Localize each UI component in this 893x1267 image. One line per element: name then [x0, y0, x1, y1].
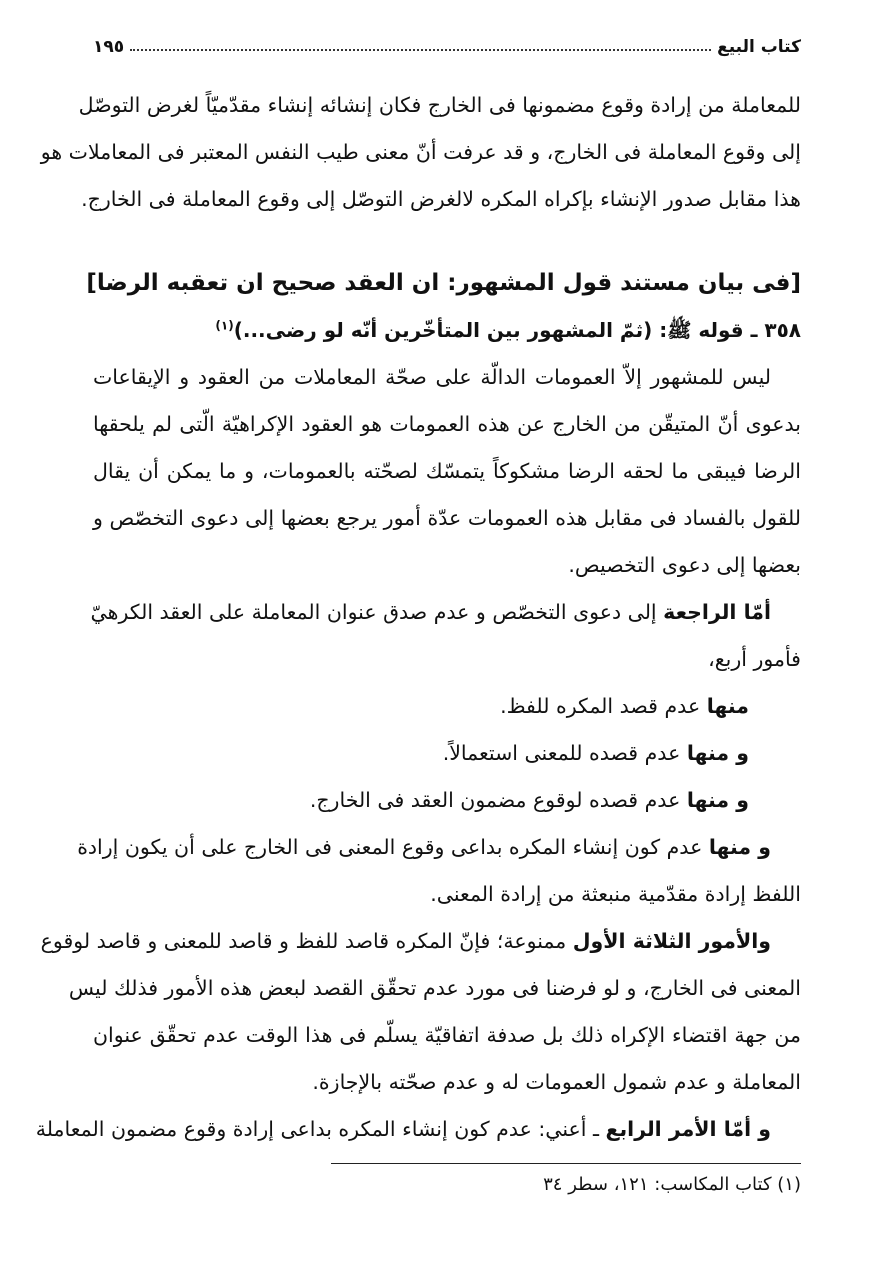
paragraph-line: الرضا فيبقى ما لحقه الرضا مشكوكاً يتمسّك لصحّته بالعمومات، و ما يمكن أن يقال [93, 459, 801, 483]
comment-heading [93, 307, 801, 354]
list-item [93, 683, 801, 730]
footnote-divider [331, 1163, 801, 1164]
lead-phrase: أمّا الراجعة [663, 600, 771, 624]
paragraph-line [35, 1106, 801, 1153]
section-heading: [فى بيان مستند قول المشهور: ان العقد صحيح ان تعقبه الرضا] [86, 270, 801, 296]
line-text: ـ أعني: عدم كون إنشاء المكره بداعى إرادة وقوع مضمون المعاملة [35, 1117, 606, 1141]
lead-phrase: و منها [686, 788, 749, 812]
comment-number: ٣٥٨ ـ قوله ﷺ: [659, 318, 801, 342]
lead-phrase: و منها [708, 835, 771, 859]
line-text: إلى دعوى التخصّص و عدم صدق عنوان المعاملة على العقد الكرهيّ [90, 600, 664, 624]
paragraph-line: بعضها إلى دعوى التخصيص. [568, 553, 801, 577]
lead-phrase: و أمّا الأمر الرابع [605, 1117, 771, 1141]
paragraph-line: بدعوى أنّ المتيقّن من الخارج عن هذه العمومات هو العقود الإكراهيّة الّتى لم يلحقها [93, 412, 801, 436]
paragraph-line: فأمور أربع، [708, 647, 801, 671]
book-title: كتاب البيع [717, 37, 801, 57]
intro-line: هذا مقابل صدور الإنشاء بإكراه المكره لالغرض التوصّل إلى وقوع المعاملة فى الخارج. [81, 187, 801, 211]
list-item [93, 730, 801, 777]
paragraph-line: المعاملة و عدم شمول العمومات له و عدم صحّته بالإجازة. [312, 1070, 801, 1094]
paragraph-line [90, 589, 801, 636]
paragraph-line: المعنى فى الخارج، و لو فرضنا فى مورد عدم تحقّق القصد لبعض هذه الأمور فذلك ليس [68, 976, 801, 1000]
comment-quote: (ثمّ المشهور بين المتأخّرين أنّه لو رضى...) [233, 318, 653, 342]
line-text: عدم قصده للمعنى استعمالاً. [442, 741, 687, 765]
lead-phrase: والأمور الثلاثة الأول [572, 929, 771, 953]
footnote: (١) كتاب المكاسب: ١٢١، سطر ٣٤ [543, 1174, 801, 1195]
line-text: ممنوعة؛ فإنّ المكره قاصد للفظ و قاصد للمعنى و قاصد لوقوع [40, 929, 573, 953]
lead-phrase: و منها [686, 741, 749, 765]
lead-phrase: منها [706, 694, 749, 718]
line-text: عدم قصد المكره للفظ. [500, 694, 707, 718]
main-text [35, 82, 801, 1153]
running-header [93, 30, 801, 64]
list-item [93, 777, 801, 824]
line-text: عدم كون إنشاء المكره بداعى وقوع المعنى فى الخارج على أن يكون إرادة [77, 835, 709, 859]
intro-line: إلى وقوع المعاملة فى الخارج، و قد عرفت أنّ معنى طيب النفس المعتبر فى المعاملات هو [40, 140, 801, 164]
paragraph-line [77, 824, 801, 871]
paragraph-line: اللفظ إرادة مقدّمية منبعثة من إرادة المعنى. [430, 882, 801, 906]
line-text: عدم قصده لوقوع مضمون العقد فى الخارج. [309, 788, 687, 812]
paragraph-line [40, 918, 801, 965]
paragraph-line: للقول بالفساد فى مقابل هذه العمومات عدّة أمور يرجع بعضها إلى دعوى التخصّص و [93, 506, 801, 530]
intro-line: للمعاملة من إرادة وقوع مضمونها فى الخارج فكان إنشائه إنشاء مقدّميّاً لغرض التوصّل [78, 93, 801, 117]
page-number: ١٩٥ [93, 37, 125, 57]
paragraph-line: من جهة اقتضاء الإكراه ذلك بل صدفة اتفاقيّة يسلّم فى هذا الوقت عدم تحقّق عنوان [93, 1023, 801, 1047]
paragraph-line: ليس للمشهور إلاّ العمومات الدالّة على صحّة المعاملات من العقود و الإيقاعات [93, 365, 771, 389]
footnote-marker: (١) [215, 318, 234, 333]
dotted-leader [130, 49, 711, 51]
